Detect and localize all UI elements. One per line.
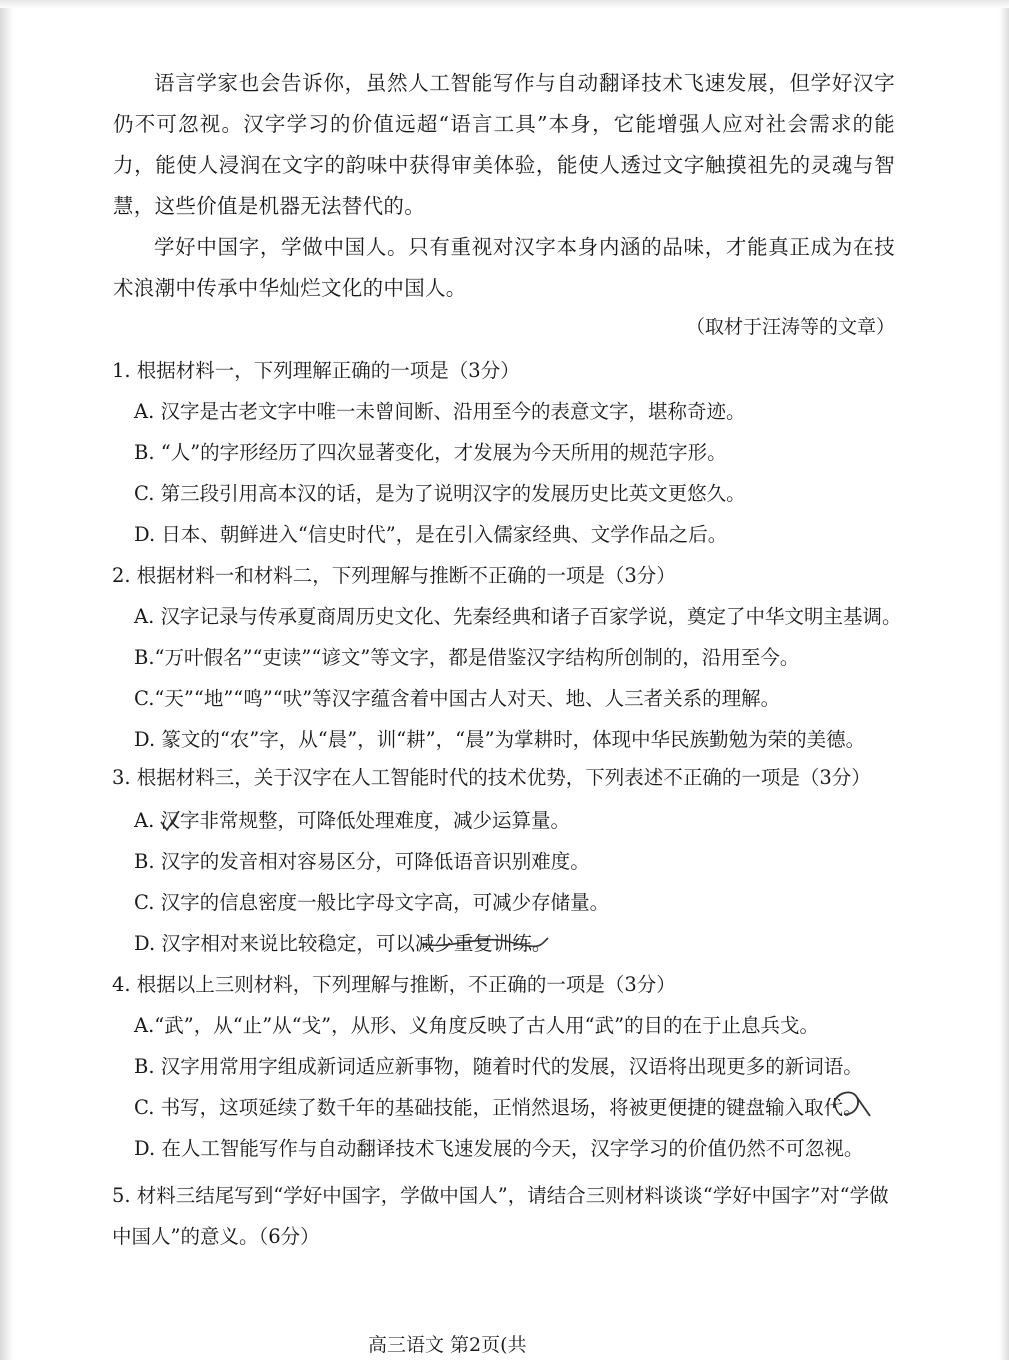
question-4-stem — [112, 970, 902, 1000]
question-2-stem — [112, 561, 902, 591]
question-4-option-b: B. 汉字用常用字组成新词适应新事物，随着时代的发展，汉语将出现更多的新词语。 — [134, 1055, 863, 1078]
question-2-option-d: D. 篆文的“农”字，从“晨”，训“耕”，“晨”为掌耕时，体现中华民族勤勉为荣的美德。 — [134, 728, 866, 751]
page-shadow-top — [0, 0, 1009, 8]
question-3-stem-pre: 3. 根据材料三，关于汉字在人工智能时代的技术优势，下列表述 — [112, 766, 664, 789]
question-1-option-b: B. “人”的字形经历了四次显著变化，才发展为今天所用的规范字形。 — [134, 441, 727, 464]
question-3-option-d: D. 汉字相对来说比较稳定，可以减少重复训练。 — [134, 932, 552, 955]
question-1-option-d: D. 日本、朝鲜进入“信史时代”，是在引入儒家经典、文学作品之后。 — [134, 523, 728, 546]
question-3-option-a: A. 汉字非常规整，可降低处理难度，减少运算量。 — [134, 809, 570, 832]
question-3-option-b: B. 汉字的发音相对容易区分，可降低语音识别难度。 — [134, 850, 590, 873]
question-2-stem-emphasis: 不正确 — [468, 564, 527, 587]
question-4-option-a: A.“武”，从“止”从“戈”，从形、义角度反映了古人用“武”的目的在于止息兵戈。 — [134, 1014, 820, 1037]
question-4-stem-pre: 4. 根据以上三则材料，下列理解与推断， — [112, 973, 469, 996]
passage-source: （取材于汪涛等的文章） — [685, 316, 895, 338]
page-shadow-right — [999, 0, 1009, 1360]
question-3-stem — [112, 763, 902, 793]
question-3-option-c: C. 汉字的信息密度一般比字母文字高，可减少存储量。 — [134, 891, 610, 914]
question-4-stem-emphasis: 不正确 — [468, 973, 527, 996]
page-shadow-left — [0, 0, 14, 1360]
question-4-option-c: C. 书写，这项延续了数千年的基础技能，正悄然退场，将被更便捷的键盘输入取代。 — [134, 1096, 863, 1119]
page-footer: 高三语文 第2页(共 — [368, 1334, 527, 1356]
question-1-option-c: C. 第三段引用高本汉的话，是为了说明汉字的发展历史比英文更悠久。 — [134, 482, 746, 505]
question-1-stem: 1. 根据材料一，下列理解正确的一项是（3分） — [112, 359, 520, 382]
passage-paragraph-2: 学好中国字，学做中国人。只有重视对汉字本身内涵的品味，才能真正成为在技术浪潮中传承中华灿烂文化的中国人。 — [113, 235, 895, 300]
passage-paragraph-1: 语言学家也会告诉你，虽然人工智能写作与自动翻译技术飞速发展，但学好汉字仍不可忽视。汉字学习的价值远超“语言工具”本身，它能增强人应对社会需求的能力，能使人浸润在文字的韵味中获得审美体验，能使人透过文字触摸祖先的灵魂与智慧，这些价值是机器无法替代的。 — [113, 71, 895, 218]
question-4-option-d: D. 在人工智能写作与自动翻译技术飞速发展的今天，汉字学习的价值仍然不可忽视。 — [134, 1137, 864, 1160]
question-2-stem-pre: 2. 根据材料一和材料二，下列理解与推断 — [112, 564, 469, 587]
question-3-stem-post: 的一项是（3分） — [721, 766, 871, 789]
question-2-option-c: C.“天”“地”“鸣”“吠”等汉字蕴含着中国古人对天、地、人三者关系的理解。 — [134, 687, 781, 710]
question-4-stem-post: 的一项是（3分） — [526, 973, 676, 996]
question-3-stem-emphasis: 不正确 — [663, 766, 722, 789]
question-2-option-a: A. 汉字记录与传承夏商周历史文化、先秦经典和诸子百家学说，奠定了中华文明主基调。 — [134, 605, 902, 628]
question-2-option-b: B.“万叶假名”“吏读”“谚文”等文字，都是借鉴汉字结构所创制的，沿用至今。 — [134, 646, 800, 669]
question-2-stem-post: 的一项是（3分） — [526, 564, 676, 587]
question-1-option-a: A. 汉字是古老文字中唯一未曾间断、沿用至今的表意文字，堪称奇迹。 — [134, 400, 746, 423]
question-5-stem: 5. 材料三结尾写到“学好中国字，学做中国人”，请结合三则材料谈谈“学好中国字”对“学做中国人”的意义。（6分） — [112, 1184, 889, 1248]
